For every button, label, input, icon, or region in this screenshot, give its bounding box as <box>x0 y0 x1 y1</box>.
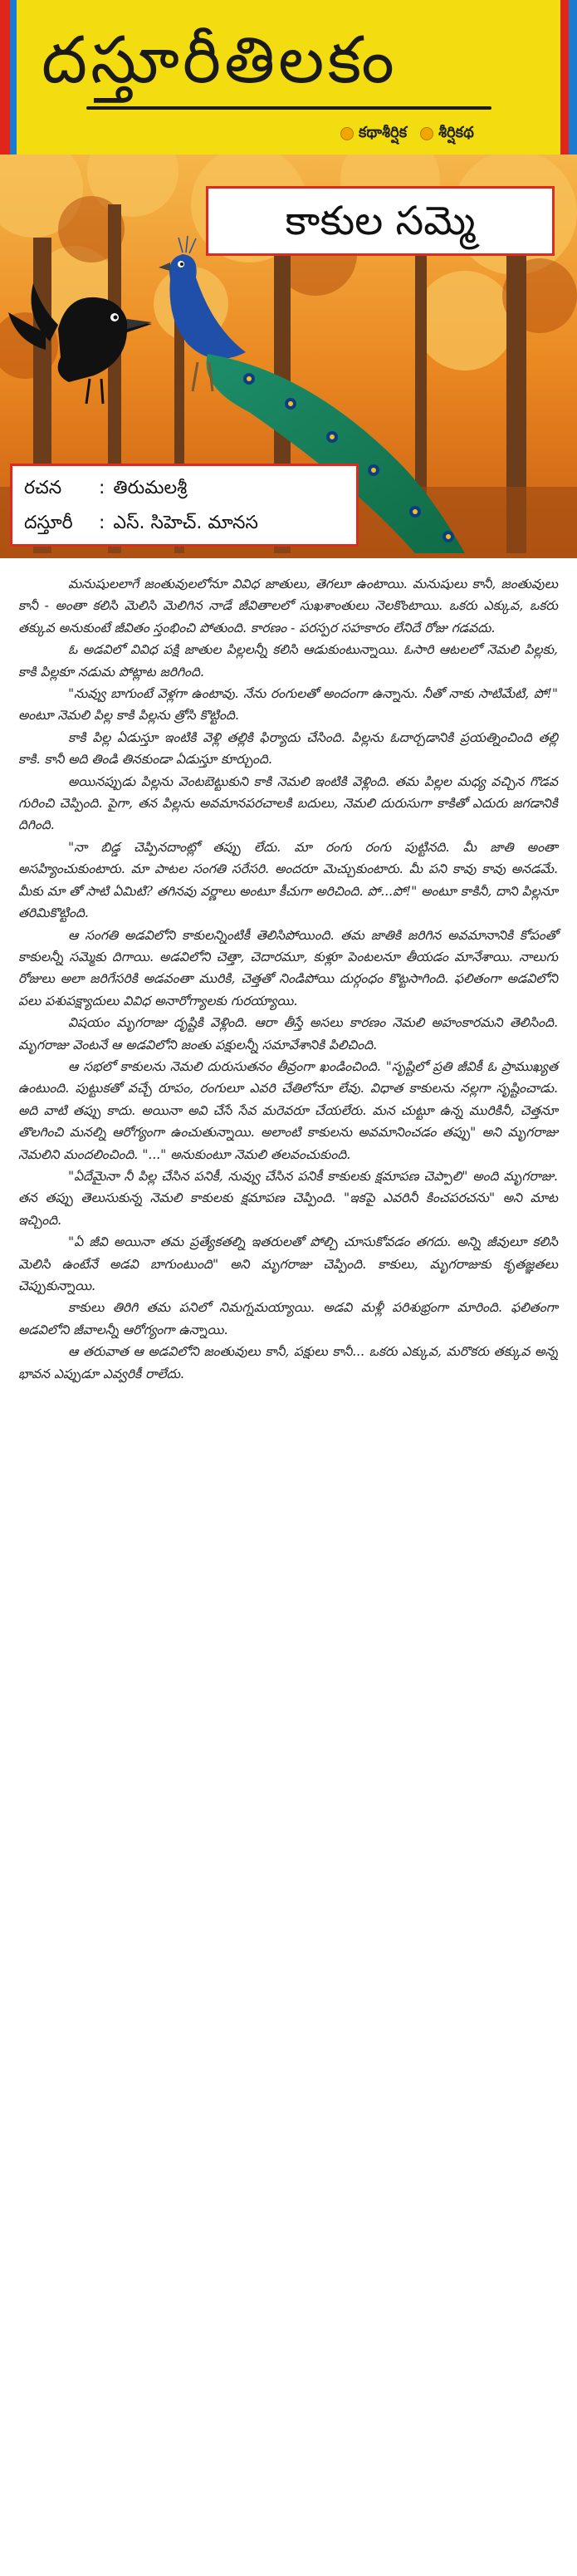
story-paragraph: "ఏదేమైనా నీ పిల్ల చేసిన పనికీ, నువ్వు చేసిన పనికీ కాకులకు క్షమాపణ చెప్పాలి" అంది మృగరాజు. తన తప్పు తెలుసుకున్న నెమలి కాకులకు క్షమాపణ చెప్పింది. "ఇకపై ఎవరినీ కించపరచను" అని మాట ఇచ్చింది. <box>18 1168 562 1228</box>
credit-value: తిరుమలశ్రీ <box>113 478 188 498</box>
credit-separator: : <box>99 478 105 498</box>
story-paragraph: కాకి పిల్ల ఏడుస్తూ ఇంటికి వెళ్లి తల్లికి ఫిర్యాదు చేసింది. పిల్లను ఓదార్చడానికి ప్రయత్నించింది తల్లి కాకి. కానీ అది తిండి తినకుండా ఏడుస్తూ కూర్చుంది. <box>18 729 562 768</box>
masthead-underline <box>86 106 491 110</box>
masthead-tag <box>420 124 474 145</box>
story-paragraph: ఓ అడవిలో వివిధ పక్షి జాతుల పిల్లలన్నీ కలిసి ఆడుకుంటున్నాయి. ఓసారి ఆటలలో నెమలి పిల్లకు, కాకి పిల్లకూ నడుమ పోట్లాట జరిగింది. <box>18 642 562 680</box>
masthead-tag-label: కథాశీర్షిక <box>359 123 408 141</box>
credit-key: దస్తూరీ <box>24 513 73 533</box>
masthead-stripe-blue-right <box>569 0 577 155</box>
masthead-tag <box>340 124 407 145</box>
story-paragraph: "నువ్వు బాగుంటే వెళ్లగా ఉంటావు. నేను రంగులతో అందంగా ఉన్నాను. నీతో నాకు సాటిమేటి, పో!" అంటూ నెమలి పిల్ల కాకి పిల్లను త్రోసి కొట్టింది. <box>18 686 562 724</box>
credit-value: ఎస్. సిహెచ్. మానస <box>113 513 258 533</box>
story-title: కాకుల సమ్మె <box>206 186 555 256</box>
story-paragraph: విషయం మృగరాజు దృష్టికి వెళ్లింది. ఆరా తీస్తే అసలు కారణం నెమలి అహంకారమని తెలిసింది. మృగరాజు వెంటనే ఆ అడవిలోని జంతు పక్షులన్నీ సమావేశానికి పిలిచింది. <box>18 1015 562 1052</box>
masthead-title: దస్తూరీతిలకం <box>42 23 398 98</box>
bullet-dot-icon <box>340 127 354 140</box>
story-paragraph: అయినప్పుడు పిల్లను వెంటబెట్టుకుని కాకి నెమలి ఇంటికి వెళ్లింది. తమ పిల్లల మధ్య వచ్చిన గొడవ గురించి చెప్పింది. పైగా, తన పిల్లను అవమానపరచాలకి బదులు, నెమలి దురుసుగా కాకితో ఎదురు జగడానికి దిగింది. <box>18 773 562 833</box>
story-paragraph: ఆ సభలో కాకులను నెమలి దురుసుతనం తీవ్రంగా ఖండించింది. "సృష్టిలో ప్రతి జీవికీ ఓ ప్రాముఖ్యత ఉంటుంది. పుట్టుకతో వచ్చే రూపం, రంగులూ ఎవరి చేతిలోనూ లేవు. విధాత కాకులను నల్లగా సృష్టించాడు. అది వాటి తప్పు కాదు. అయినా అవి చేసే సేవ మరెవరూ చేయలేరు. మన చుట్టూ ఉన్న మురికినీ, చెత్తనూ తొలగించి మనల్ని ఆరోగ్యంగా ఉంచుతున్నాయి. అలాంటి కాకులను అవమానించడం తప్పు" అని మృగరాజు నెమలిని మందలించింది. "..." అనుకుంటూ నెమలి తలవంచుకుంది. <box>18 1058 562 1162</box>
credits-box <box>10 464 359 547</box>
story-body <box>18 573 562 1385</box>
credit-line-author <box>24 471 345 506</box>
masthead-tag-label: శీర్షికథ <box>438 123 474 141</box>
story-paragraph: ఆ సంగతి అడవిలోని కాకులన్నింటికీ తెలిసిపోయింది. తమ జాతికి జరిగిన అవమానానికి కోపంతో కాకులన్నీ సమ్మెకు దిగాయి. అడవిలోని చెత్తా, చెదారమూ, కుళ్లూ పెంటలనూ తీయడం మానేశాయి. నాలుగు రోజులు అలా జరిగేసరికి అడవంతా మురికి, చెత్తతో నిండిపోయి దుర్గంధం కొట్టసాగింది. ఫలితంగా అడవిలోని పలు పశుపక్ష్యాదులు వివిధ అనారోగ్యాలకు గురయ్యాయి. <box>18 927 562 1008</box>
credit-line-calligrapher <box>24 506 345 541</box>
story-paragraph: ఆ తరువాత ఆ అడవిలోని జంతువులు కానీ, పక్షులు కానీ... ఒకరు ఎక్కువ, మరొకరు తక్కువ అన్న భావన ఎప్పుడూ ఎవ్వరికీ రాలేదు. <box>18 1344 562 1381</box>
masthead-stripe-red-left <box>0 0 10 155</box>
story-paragraph: "ఏ జీవి అయినా తమ ప్రత్యేకతల్ని ఇతరులతో పోల్చి చూసుకోవడం తగదు. అన్ని జీవులూ కలిసి మెలిసి ఉంటేనే అడవి బాగుంటుంది" అని మృగరాజు చెప్పింది. కాకులు, మృగరాజుకు కృతజ్ఞతలు చెప్పుకున్నాయి. <box>18 1234 562 1293</box>
bullet-dot-icon <box>420 127 433 140</box>
masthead-tags <box>340 123 474 145</box>
masthead-stripe-red-right <box>560 0 569 155</box>
story-paragraph: "నా బిడ్డ చెప్పినదాంట్లో తప్పు లేదు. మా రంగు రంగు పుట్టినది. మీ జాతి అంతా అసహ్యించుకుంటారు. మా పాటల సంగతి సరేసరి. అందరూ మెచ్చుకుంటారు. మీ పని కావు కావు అనడమే. మీకు మా తో సాటి ఏమిటి? తగినవు వర్ణాలు అంటూ కీచుగా అరిచింది. పో...పో!" అంటూ కాకినీ, దాని పిల్లనూ తరిమికొట్టింది. <box>18 839 562 921</box>
story-paragraph: మనుషులలాగే జంతువులలోనూ వివిధ జాతులు, తెగలూ ఉంటాయి. మనుషులు కానీ, జంతువులు కానీ - అంతా కలిసి మెలిసి మెలిగిన నాడే జీవితాలలో సుఖశాంతులు నెలకొంటాయి. ఒకరు ఎక్కువ, ఒకరు తక్కువ అనుకుంటే జీవితం స్తంభించి పోతుంది. కారణం - పరస్పర సహకారం లేనిదే రోజు గడవదు. <box>18 577 562 635</box>
masthead-stripe-blue-left <box>10 0 17 155</box>
story-paragraph: కాకులు తిరిగి తమ పనిలో నిమగ్నమయ్యాయి. అడవి మళ్లీ పరిశుభ్రంగా మారింది. ఫలితంగా అడవిలోని జీవాలన్నీ ఆరోగ్యంగా ఉన్నాయి. <box>18 1300 562 1337</box>
masthead <box>17 0 560 155</box>
credit-key: రచన <box>24 478 62 498</box>
credit-separator: : <box>99 513 105 533</box>
